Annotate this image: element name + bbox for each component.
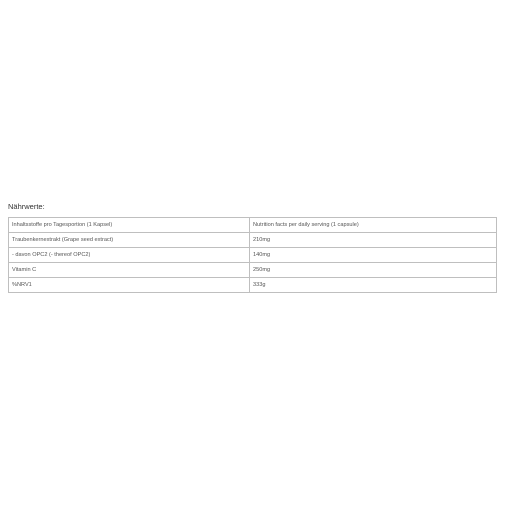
table-row xyxy=(9,233,497,248)
table-row xyxy=(9,248,497,263)
ingredient-value: 140mg xyxy=(250,248,497,263)
ingredient-value: 210mg xyxy=(250,233,497,248)
nutrition-table xyxy=(8,217,497,293)
ingredient-name: Traubenkernextrakt (Grape seed extract) xyxy=(9,233,250,248)
table-row xyxy=(9,263,497,278)
ingredient-name: - davon OPC2 (- thereof OPC2) xyxy=(9,248,250,263)
ingredient-name: Vitamin C xyxy=(9,263,250,278)
table-row xyxy=(9,278,497,293)
ingredient-name: %NRV1 xyxy=(9,278,250,293)
header-cell-ingredients: Inhaltsstoffe pro Tagesportion (1 Kapsel) xyxy=(9,218,250,233)
ingredient-value: 250mg xyxy=(250,263,497,278)
section-title: Nährwerte: xyxy=(8,202,45,211)
table-header-row xyxy=(9,218,497,233)
ingredient-value: 333g xyxy=(250,278,497,293)
header-cell-nutrition-facts: Nutrition facts per daily serving (1 capsule) xyxy=(250,218,497,233)
